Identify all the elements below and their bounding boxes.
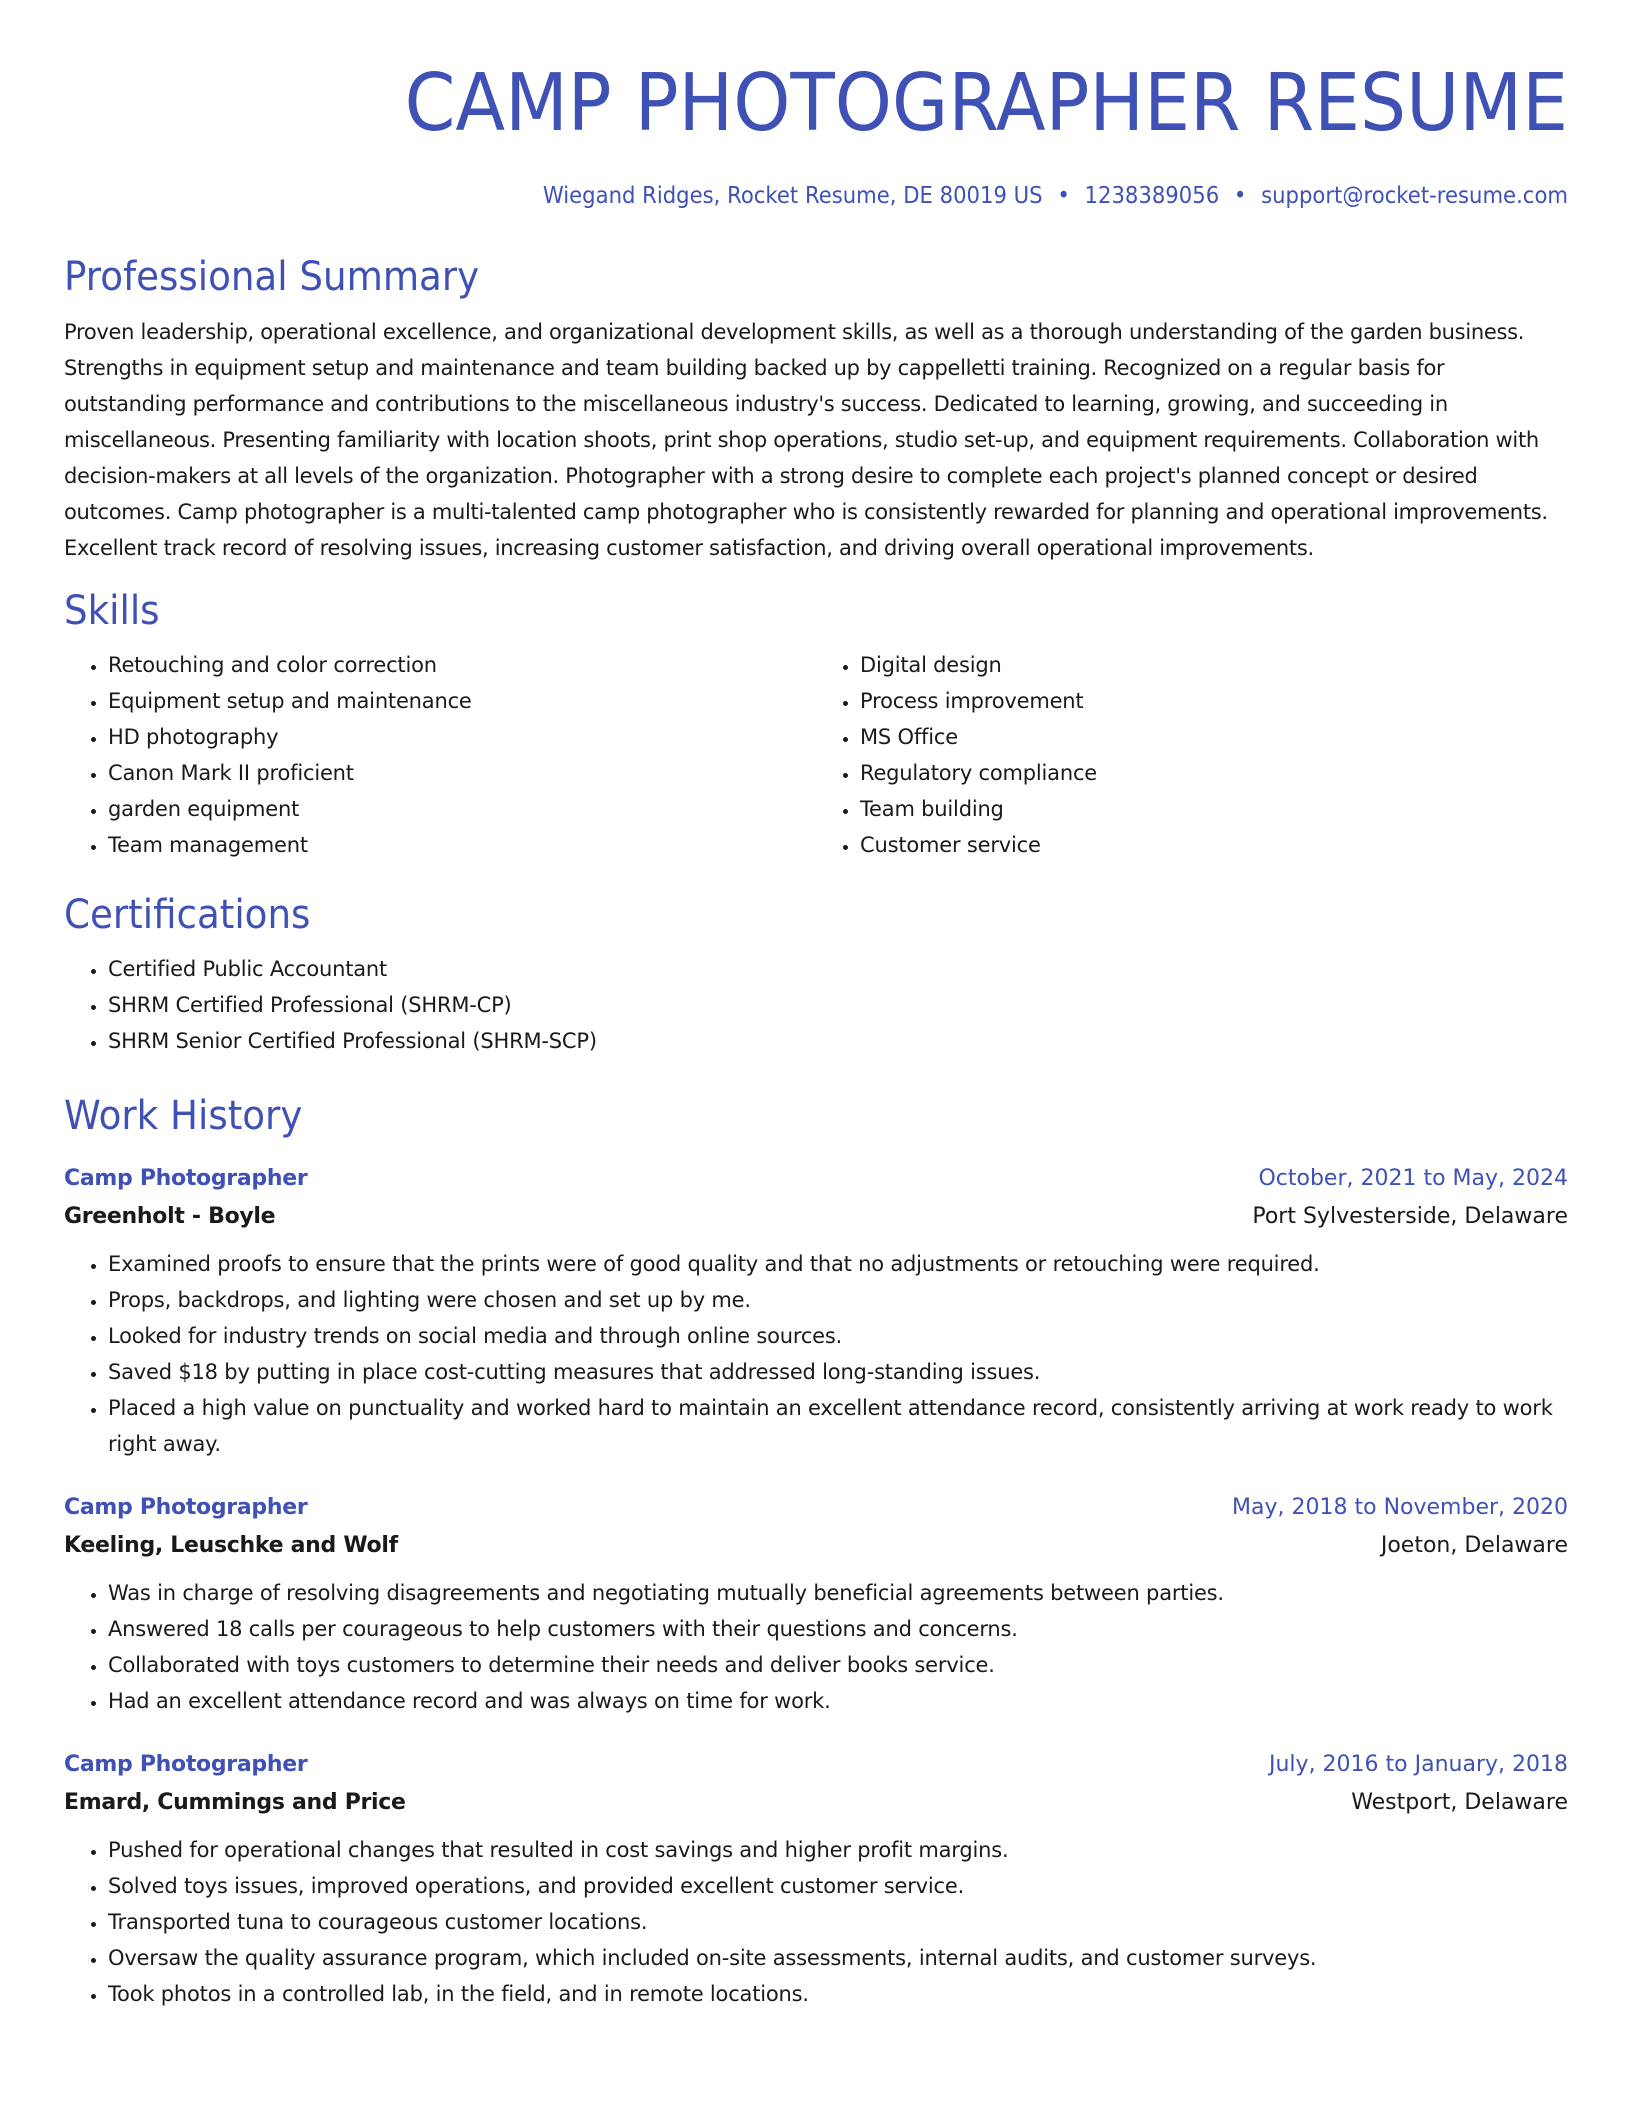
job-location: Joeton, Delaware <box>1380 1533 1568 1558</box>
job-dates: July, 2016 to January, 2018 <box>1269 1752 1568 1777</box>
contact-separator: • <box>1233 183 1247 209</box>
job-bullet: • Looked for industry trends on social media and through online sources. <box>108 1318 1568 1354</box>
job-bullets <box>64 1246 1568 1462</box>
job-dates: October, 2021 to May, 2024 <box>1258 1166 1568 1191</box>
skill-item: • Regulatory compliance <box>860 755 1568 791</box>
job-bullet: • Solved toys issues, improved operations, and provided excellent customer service. <box>108 1868 1568 1904</box>
skill-item: • Retouching and color correction <box>108 647 816 683</box>
summary-heading: Professional Summary <box>64 254 480 300</box>
skills-columns <box>64 647 1568 863</box>
job-title: Camp Photographer <box>64 1495 308 1520</box>
skill-item: • Customer service <box>860 827 1568 863</box>
skill-item: • Team management <box>108 827 816 863</box>
job-bullet: • Saved $18 by putting in place cost-cutting measures that addressed long-standing issues. <box>108 1354 1568 1390</box>
job-bullet: • Had an excellent attendance record and was always on time for work. <box>108 1683 1568 1719</box>
job-bullet: • Transported tuna to courageous customer locations. <box>108 1904 1568 1940</box>
job-dates: May, 2018 to November, 2020 <box>1232 1495 1568 1520</box>
skill-item: • Digital design <box>860 647 1568 683</box>
summary-text: Proven leadership, operational excellence, and organizational development skills, as well as a thorough understanding of the garden business. Strengths in equipment setup and maintenance and team building backed up by cappelletti training. Recognized on a regular basis for outstanding performance and contributions to the miscellaneous industry's success. Dedicated to learning, growing, and succeeding in miscellaneous. Presenting familiarity with location shoots, print shop operations, studio set-up, and equipment requirements. Collaboration with decision-makers at all levels of the organization. Photographer with a strong desire to complete each project's planned concept or desired outcomes. Camp photographer is a multi-talented camp photographer who is consistently rewarded for planning and operational improvements. Excellent track record of resolving issues, increasing customer satisfaction, and driving overall operational improvements. <box>64 320 1548 560</box>
certifications-heading: Certifications <box>64 892 311 938</box>
job-bullet: • Oversaw the quality assurance program, which included on-site assessments, internal audits, and customer surveys. <box>108 1940 1568 1976</box>
skill-item: • garden equipment <box>108 791 816 827</box>
resume-page <box>64 0 1568 2012</box>
job-bullet: • Answered 18 calls per courageous to help customers with their questions and concerns. <box>108 1611 1568 1647</box>
skill-item: • Process improvement <box>860 683 1568 719</box>
certification-item: • Certified Public Accountant <box>108 951 1568 987</box>
contact-address: Wiegand Ridges, Rocket Resume, DE 80019 US <box>542 183 1043 209</box>
job-bullet: • Props, backdrops, and lighting were chosen and set up by me. <box>108 1282 1568 1318</box>
resume-title: CAMP PHOTOGRAPHER RESUME <box>404 57 1568 149</box>
contact-email: support@rocket-resume.com <box>1261 183 1568 209</box>
job-bullet: • Placed a high value on punctuality and worked hard to maintain an excellent attendance record, consistently arriving at work ready to work right away. <box>108 1390 1568 1462</box>
job-bullet: • Was in charge of resolving disagreements and negotiating mutually beneficial agreements between parties. <box>108 1575 1568 1611</box>
job-entry <box>64 1747 1568 2012</box>
job-entry <box>64 1161 1568 1462</box>
job-location: Port Sylvesterside, Delaware <box>1252 1204 1568 1229</box>
job-company: Greenholt - Boyle <box>64 1204 276 1229</box>
job-company: Keeling, Leuschke and Wolf <box>64 1533 398 1558</box>
contact-separator: • <box>1057 183 1070 209</box>
job-title: Camp Photographer <box>64 1752 308 1777</box>
skill-item: • HD photography <box>108 719 816 755</box>
skills-list-right <box>816 647 1568 863</box>
certification-item: • SHRM Certified Professional (SHRM-CP) <box>108 987 1568 1023</box>
certifications-list <box>64 951 1568 1059</box>
job-bullet: • Took photos in a controlled lab, in the field, and in remote locations. <box>108 1976 1568 2012</box>
job-title: Camp Photographer <box>64 1166 308 1191</box>
job-bullets <box>64 1575 1568 1719</box>
contact-line <box>184 181 1568 211</box>
job-bullets <box>64 1832 1568 2012</box>
skill-item: • Canon Mark II proficient <box>108 755 816 791</box>
skills-heading: Skills <box>64 588 160 634</box>
job-bullet: • Pushed for operational changes that resulted in cost savings and higher profit margins. <box>108 1832 1568 1868</box>
certification-item: • SHRM Senior Certified Professional (SHRM-SCP) <box>108 1023 1568 1059</box>
resume-header <box>64 56 1568 211</box>
skill-item: • Team building <box>860 791 1568 827</box>
job-entry <box>64 1490 1568 1719</box>
skill-item: • MS Office <box>860 719 1568 755</box>
job-bullet: • Collaborated with toys customers to determine their needs and deliver books service. <box>108 1647 1568 1683</box>
job-location: Westport, Delaware <box>1351 1790 1568 1815</box>
job-company: Emard, Cummings and Price <box>64 1790 406 1815</box>
contact-phone: 1238389056 <box>1084 183 1220 209</box>
skill-item: • Equipment setup and maintenance <box>108 683 816 719</box>
skills-list-left <box>64 647 816 863</box>
job-bullet: • Examined proofs to ensure that the prints were of good quality and that no adjustments or retouching were required. <box>108 1246 1568 1282</box>
work-history-heading: Work History <box>64 1093 303 1139</box>
